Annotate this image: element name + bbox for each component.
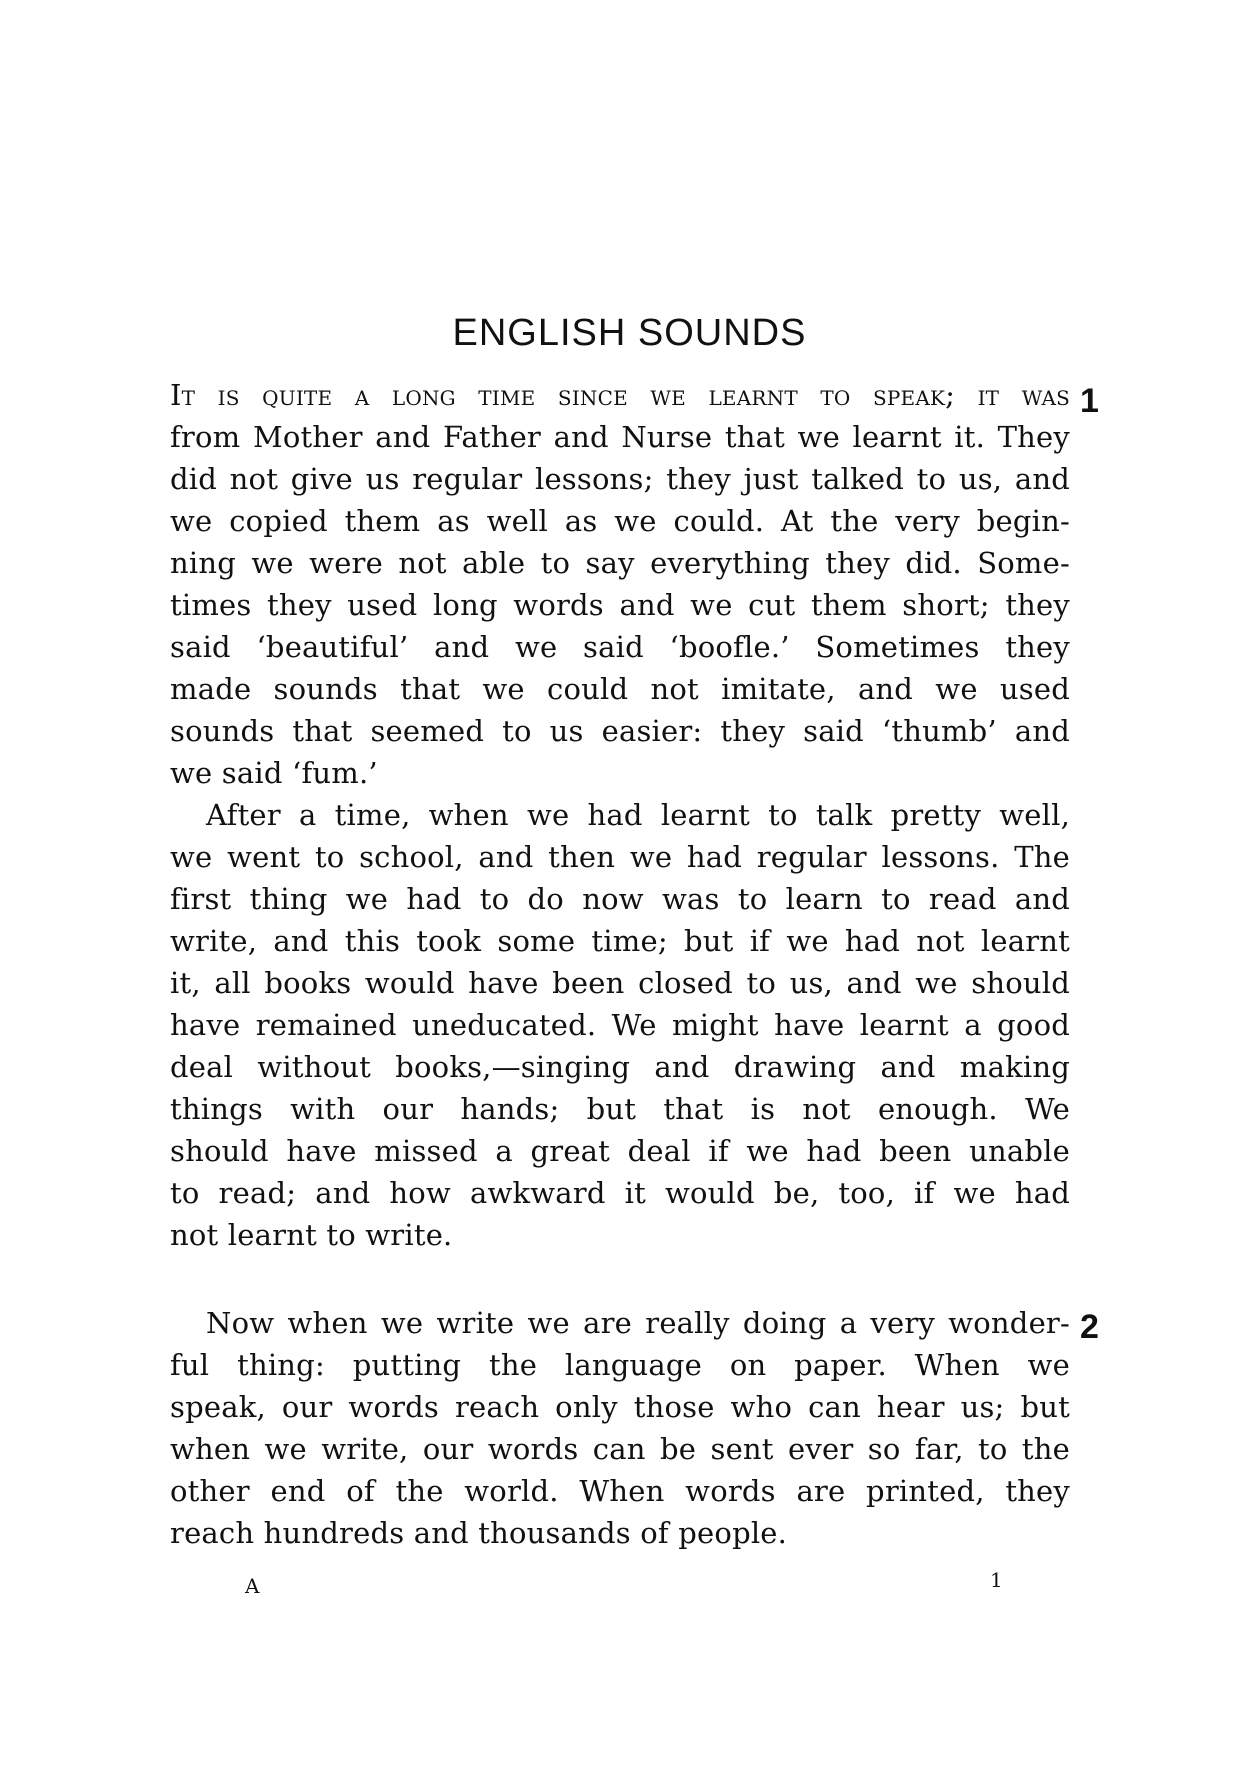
page-number: 1 bbox=[990, 1568, 1003, 1592]
text-line: did not give us regular lessons; they just talked to us, and bbox=[170, 462, 1070, 496]
section-number-2: 2 bbox=[1080, 1308, 1099, 1346]
text-line: should have missed a great deal if we had been unable bbox=[170, 1134, 1070, 1168]
text-line: speak, our words reach only those who can hear us; but bbox=[170, 1390, 1070, 1424]
text-line-content: It is quite a long time since we learnt to speak; it was bbox=[170, 378, 1070, 412]
text-line: ful thing: putting the language on paper. When we bbox=[170, 1348, 1070, 1382]
text-line: write, and this took some time; but if we had not learnt bbox=[170, 924, 1070, 958]
text-line: we said ‘fum.’ bbox=[170, 756, 378, 790]
text-line: have remained uneducated. We might have learnt a good bbox=[170, 1008, 1070, 1042]
text-line: it, all books would have been closed to us, and we should bbox=[170, 966, 1070, 1000]
text-line: from Mother and Father and Nurse that we learnt it. They bbox=[170, 420, 1070, 454]
signature-mark: A bbox=[245, 1574, 260, 1598]
section-number-1: 1 bbox=[1080, 382, 1099, 420]
text-line: After a time, when we had learnt to talk pretty well, bbox=[206, 798, 1070, 832]
chapter-title: ENGLISH SOUNDS bbox=[452, 312, 807, 354]
text-line: reach hundreds and thousands of people. bbox=[170, 1516, 788, 1550]
text-line: made sounds that we could not imitate, and we used bbox=[170, 672, 1070, 706]
text-line: ning we were not able to say everything they did. Some- bbox=[170, 546, 1070, 580]
section-2-text bbox=[170, 1302, 1070, 1554]
text-line: we went to school, and then we had regular lessons. The bbox=[170, 840, 1070, 874]
text-line: Now when we write we are really doing a very wonder- bbox=[206, 1306, 1070, 1340]
text-line: when we write, our words can be sent ever so far, to the bbox=[170, 1432, 1070, 1466]
section-1-text bbox=[170, 374, 1070, 1256]
text-line: deal without books,—singing and drawing and making bbox=[170, 1050, 1070, 1084]
text-line bbox=[170, 374, 1070, 416]
text-line: sounds that seemed to us easier: they said ‘thumb’ and bbox=[170, 714, 1070, 748]
text-line: times they used long words and we cut them short; they bbox=[170, 588, 1070, 622]
text-line: to read; and how awkward it would be, too, if we had bbox=[170, 1176, 1070, 1210]
text-line: we copied them as well as we could. At the very begin- bbox=[170, 504, 1070, 538]
text-line: things with our hands; but that is not enough. We bbox=[170, 1092, 1070, 1126]
text-line: first thing we had to do now was to learn to read and bbox=[170, 882, 1070, 916]
text-line: not learnt to write. bbox=[170, 1218, 453, 1252]
text-line: said ‘beautiful’ and we said ‘boofle.’ Sometimes they bbox=[170, 630, 1070, 664]
text-line: other end of the world. When words are printed, they bbox=[170, 1474, 1070, 1508]
